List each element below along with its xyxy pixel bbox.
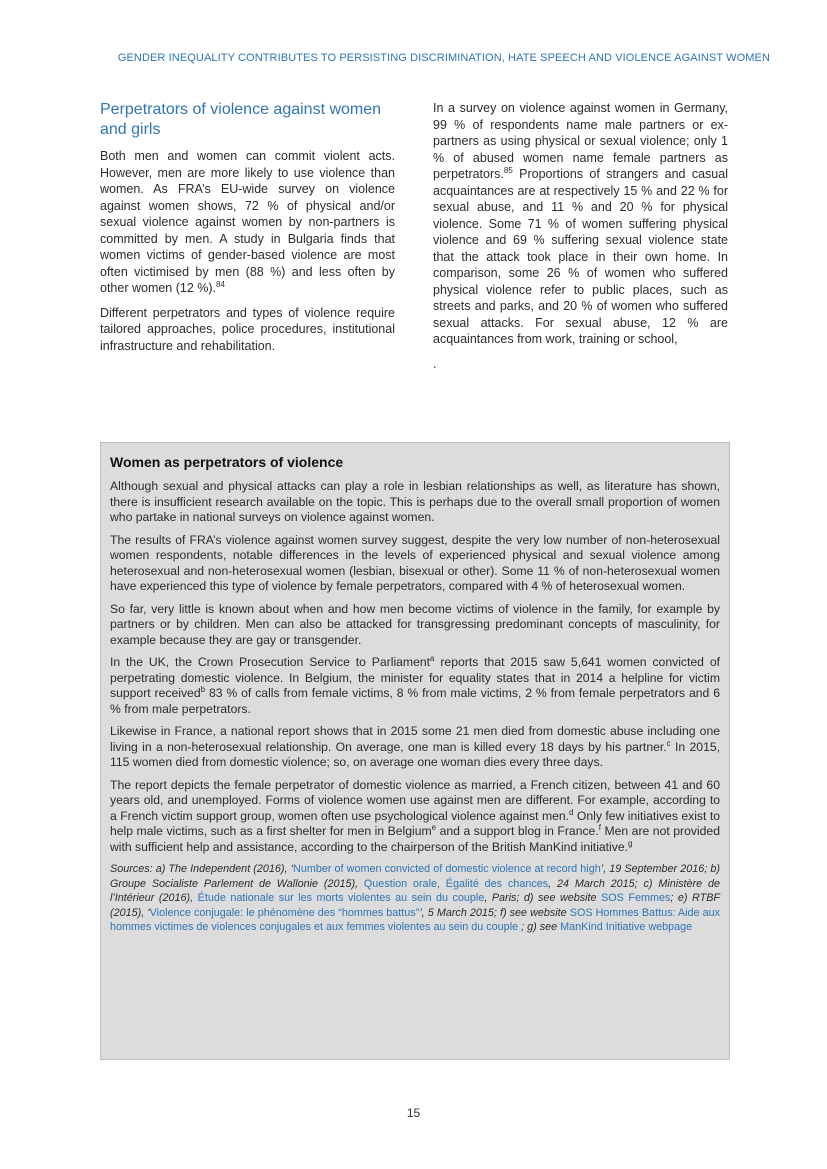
box-paragraph-4-text-b: reports that 2015 saw 5,641 women convicted of perpetrating domestic violence. In Belgium, the minister for equality states that in 2014 a helpline for victim support received xyxy=(110,655,720,700)
box-paragraph-6-text-a: The report depicts the female perpetrator of domestic violence as married, a French citizen, between 41 and 60 years old, and unemployed. Forms of violence women use against men are different. For example, according to a French victim support group, women often use psychological violence against men. xyxy=(110,777,720,823)
note-ref-c: c xyxy=(666,738,671,748)
sources-text-2: ’, 19 September 2016; b) Groupe Socialiste Parlement de Wallonie (2015), xyxy=(110,863,720,890)
footnote-ref-85[interactable]: 85 xyxy=(503,165,513,175)
note-ref-g: g xyxy=(628,838,633,848)
note-ref-b: b xyxy=(200,684,206,694)
box-paragraph-6 xyxy=(110,778,720,856)
left-paragraph-2: Different perpetrators and types of violence require tailored approaches, police procedures, institutional infrastructure and rehabilitation. xyxy=(100,305,395,353)
source-link-question-orale[interactable]: Question orale, Égalité des chances xyxy=(363,877,549,890)
source-link-sos-femmes[interactable]: SOS Femmes xyxy=(601,892,671,904)
note-ref-d: d xyxy=(569,807,574,817)
sources-note xyxy=(110,862,720,935)
note-ref-a: a xyxy=(430,653,435,663)
women-perpetrators-box xyxy=(100,442,730,1060)
right-column xyxy=(433,100,728,380)
body-columns xyxy=(100,100,730,430)
sources-text-4: , Paris; d) see website xyxy=(484,892,602,904)
source-link-mankind[interactable]: ManKind Initiative webpage xyxy=(560,921,693,933)
box-paragraph-3: So far, very little is known about when and how men become victims of violence in the family, for example by partners or by children. Men can also be attacked for transgressing predominant concepts of masculinity, for example because they are gay or transgender. xyxy=(110,601,720,647)
sources-text-6: ’, 5 March 2015; f) see website xyxy=(419,906,570,919)
box-paragraph-5-text-b: In 2015, 115 women died from domestic violence; so, on average one woman dies every three days. xyxy=(110,739,721,769)
box-paragraph-1: Although sexual and physical attacks can play a role in lesbian relationships as well, as literature has shown, there is insufficient research available on the topic. This is perhaps due to the overall small proportion of women who partake in national surveys on violence against women. xyxy=(110,479,720,524)
box-paragraph-6-text-d: Men are not provided with sufficient help and assistance, according to the chairperson of the British ManKind initiative. xyxy=(110,824,720,854)
source-link-etude-nationale[interactable]: Étude nationale sur les morts violentes au sein du couple xyxy=(197,892,485,904)
box-paragraph-5-text-a: Likewise in France, a national report shows that in 2015 some 21 men died from domestic abuse including one living in a non-heterosexual relationship. On average, one man is killed every 18 days by his partner. xyxy=(110,724,720,754)
sources-text-3: , 24 March 2015; c) Ministère de l’Intérieur (2016), xyxy=(110,877,721,904)
source-link-rtbf[interactable]: Violence conjugale: le phénomène des “hommes battus” xyxy=(149,906,420,919)
note-ref-f: f xyxy=(598,822,601,832)
box-paragraph-6-text-b: Only few initiatives exist to help male victims, such as a first shelter for men in Belgium xyxy=(110,808,720,838)
box-paragraph-5 xyxy=(110,724,720,771)
right-paragraph-1-text-b: Proportions of strangers and casual acquaintances are at respectively 15 % and 22 % for sexual abuse, and 11 % and 20 % for physical violence. Some 71 % of women suffering physical violence and 69 % suffering sexual violence state that the attack took place in their own home. In comparison, some 26 % of women who suffered physical violence refer to public places, such as streets and parks, and 20 % of women who suffered sexual attacks. For sexual abuse, 12 % are acquaintances from work, training or school, xyxy=(433,167,728,346)
source-link-independent[interactable]: Number of women convicted of domestic violence at record high xyxy=(293,863,601,875)
box-paragraph-4 xyxy=(110,655,720,717)
running-header-text: GENDER INEQUALITY CONTRIBUTES TO PERSISTING DISCRIMINATION, HATE SPEECH AND VIOLENCE AGAINST WOMEN xyxy=(117,52,770,64)
footnote-ref-84[interactable]: 84 xyxy=(216,279,225,289)
source-link-sos-hommes-battus[interactable]: SOS Hommes Battus: Aide aux hommes victimes de violences conjugales et aux femmes violentes au sein du couple xyxy=(110,906,721,933)
right-paragraph-1-text-a: In a survey on violence against women in Germany, 99 % of respondents name male partners or ex-partners as using physical or sexual violence; only 1 % of abused women name female partners as perpetrators. xyxy=(433,101,728,181)
box-paragraph-4-text-c: 83 % of calls from female victims, 8 % from male victims, 2 % from female perpetrators and 6 % from male perpetrators. xyxy=(110,686,720,716)
sources-text-5: ; e) RTBF (2015), ‘ xyxy=(110,892,721,919)
sources-text-7: ; g) see xyxy=(518,921,561,933)
trailing-dot: . xyxy=(433,356,437,371)
left-paragraph-1 xyxy=(100,148,395,297)
section-title: Perpetrators of violence against women and girls xyxy=(100,101,382,138)
right-paragraph-1 xyxy=(433,100,728,348)
running-header xyxy=(100,52,770,64)
left-column xyxy=(100,100,395,362)
box-title: Women as perpetrators of violence xyxy=(110,454,344,470)
page-number: 15 xyxy=(406,1106,421,1120)
box-paragraph-6-text-c: and a support blog in France. xyxy=(436,824,599,838)
box-paragraph-4-text-a: In the UK, the Crown Prosecution Service to Parliament xyxy=(110,655,431,669)
box-paragraph-2: The results of FRA’s violence against women survey suggest, despite the very low number of non-heterosexual women respondents, notable differences in the levels of experienced physical and sexual violence among heterosexual and non-heterosexual women (lesbian, bisexual or other). Some 11 % of non-heterosexual women have experienced this type of violence by female perpetrators, compared with 4 % of heterosexual women. xyxy=(110,532,720,593)
sources-text-1: Sources: a) The Independent (2016), ‘ xyxy=(110,863,294,875)
note-ref-e: e xyxy=(431,822,437,832)
left-paragraph-1-text: Both men and women can commit violent acts. However, men are more likely to use violence than women. As FRA’s EU-wide survey on violence against women shows, 72 % of physical and/or sexual violence against women by non-partners is committed by men. A study in Bulgaria finds that women victims of gender-based violence are most often victimised by men (88 %) and less often by other women (12 %). xyxy=(100,149,395,295)
